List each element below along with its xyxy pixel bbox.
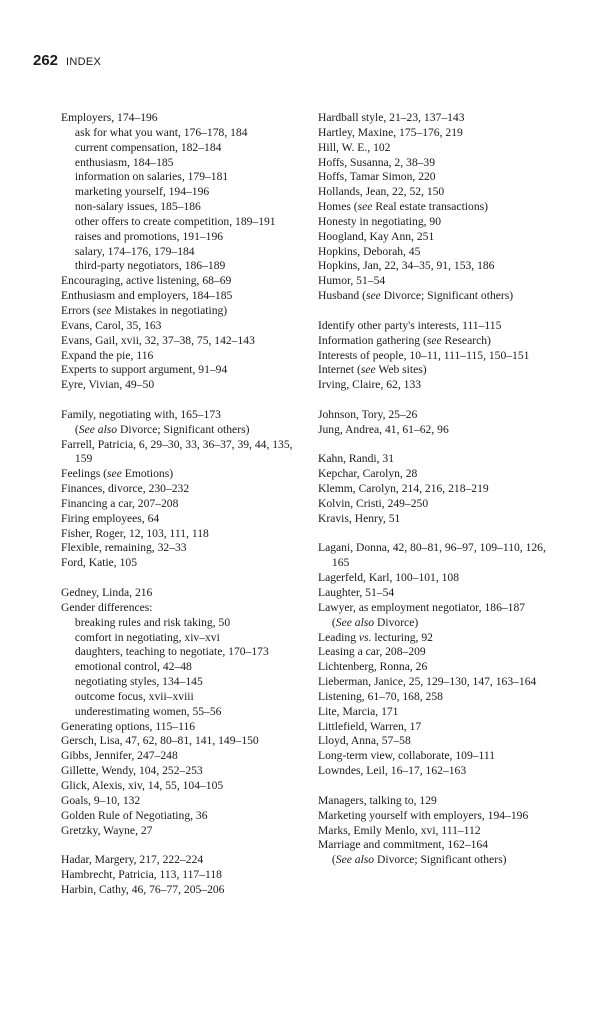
entry-text: Gersch, Lisa, 47, 62, 80–81, 141, 149–150 [61,734,259,748]
index-entry [61,349,311,364]
entry-text: Kravis, Henry, 51 [318,511,401,525]
entry-text: Family, negotiating with, 165–173 [61,407,221,421]
entry-text: Interests of people, 10–11, 111–115, 150–151 [318,348,530,362]
entry-text: breaking rules and risk taking, 50 [74,615,231,629]
index-entry [318,482,558,497]
page-header [33,52,101,69]
entry-text: Honesty in negotiating, 90 [318,214,442,228]
entry-text: Hopkins, Deborah, 45 [318,244,421,258]
entry-text: Hambrecht, Patricia, 113, 117–118 [61,868,222,882]
index-entry [318,349,558,364]
entry-text: Gretzky, Wayne, 27 [61,823,153,837]
index-entry [61,527,311,542]
entry-text: emotional control, 42–48 [74,660,192,674]
entry-text: Humor, 51–54 [318,274,386,288]
index-entry [318,230,558,245]
entry-text: ( [74,422,79,436]
index-entry [61,868,311,883]
index-entry [318,319,558,334]
cross-reference-term: vs. [358,630,372,644]
index-entry [318,675,558,690]
index-subentry [61,185,311,200]
letter-group-gap [318,393,558,408]
entry-text: Gedney, Linda, 216 [61,586,153,599]
index-subentry [61,631,311,646]
entry-text: Real estate transactions) [372,200,488,214]
index-entry [318,720,558,735]
index-entry [61,334,311,349]
entry-text: non-salary issues, 185–186 [74,200,201,214]
entry-text: salary, 174–176, 179–184 [74,244,195,258]
entry-text: marketing yourself, 194–196 [74,185,210,199]
index-entry [318,794,558,809]
entry-text: Hartley, Maxine, 175–176, 219 [318,125,463,139]
index-entry [318,824,558,839]
cross-reference-term: see [426,333,442,347]
index-subentry [61,705,311,720]
index-entry [61,408,311,423]
index-entry [61,541,311,556]
index-entry [61,764,311,779]
index-entry [61,749,311,764]
entry-text: Gibbs, Jennifer, 247–248 [61,749,178,763]
index-entry [318,126,558,141]
entry-text: Irving, Claire, 62, 133 [318,378,422,392]
entry-text: ( [331,615,336,629]
entry-text: Enthusiasm and employers, 184–185 [61,289,233,303]
cross-reference-term: See also [335,853,375,867]
entry-text: Expand the pie, 116 [61,348,154,362]
index-entry [318,289,558,304]
index-entry [318,423,558,438]
index-entry [61,779,311,794]
entry-text: Feelings ( [61,467,108,481]
entry-text: Employers, 174–196 [61,111,158,124]
entry-text: Lawyer, as employment negotiator, 186–187 [318,600,526,614]
index-entry [318,512,558,527]
index-subentry [61,170,311,185]
index-entry [318,111,558,126]
entry-text: third-party negotiators, 186–189 [74,259,226,273]
letter-group-gap [318,438,558,453]
entry-text: Lichtenberg, Ronna, 26 [318,660,428,674]
index-entry [318,838,558,853]
index-subentry [61,141,311,156]
index-entry [318,170,558,185]
index-entry [61,512,311,527]
page-number: 262 [33,52,59,69]
index-entry [61,601,311,616]
entry-text: Marriage and commitment, 162–164 [318,838,489,852]
entry-text: Hardball style, 21–23, 137–143 [318,111,465,124]
index-entry [318,601,558,616]
index-entry [61,809,311,824]
entry-text: Laughter, 51–54 [318,586,395,599]
entry-text: Littlefield, Warren, 17 [318,719,422,733]
index-entry [318,690,558,705]
entry-text: other offers to create competition, 189–191 [74,214,276,228]
cross-reference-term: See also [335,615,375,629]
entry-text: Johnson, Tory, 25–26 [318,407,418,421]
index-entry [318,408,558,423]
entry-text: negotiating styles, 134–145 [74,675,203,689]
index-column-right [318,111,558,868]
entry-text: Jung, Andrea, 41, 61–62, 96 [318,422,449,436]
entry-text: Listening, 61–70, 168, 258 [318,689,443,703]
index-entry [61,720,311,735]
index-subentry [61,200,311,215]
index-entry [61,438,311,468]
entry-text: Kahn, Randi, 31 [318,452,394,466]
index-entry [318,541,558,571]
entry-text: Lite, Marcia, 171 [318,704,399,718]
index-entry [61,363,311,378]
cross-reference-term: See also [78,422,118,436]
index-entry [318,660,558,675]
index-subentry [61,259,311,274]
entry-text: Lowndes, Leil, 16–17, 162–163 [318,764,467,778]
index-subentry [61,675,311,690]
letter-group-gap [61,838,311,853]
index-subentry [61,690,311,705]
entry-text: Lagani, Donna, 42, 80–81, 96–97, 109–110, 126, 165 [318,541,546,570]
entry-text: Long-term view, collaborate, 109–111 [318,749,496,763]
index-entry [318,571,558,586]
index-entry [318,467,558,482]
index-entry [61,319,311,334]
entry-text: Encouraging, active listening, 68–69 [61,274,232,288]
entry-text: ask for what you want, 176–178, 184 [74,125,248,139]
index-entry [318,645,558,660]
index-entry [61,289,311,304]
index-entry [61,378,311,393]
index-entry [318,156,558,171]
entry-text: Hadar, Margery, 217, 222–224 [61,853,204,867]
entry-text: ( [331,853,336,867]
index-subentry [61,126,311,141]
index-entry [61,586,311,601]
index-subentry [61,245,311,260]
running-head: INDEX [66,56,102,68]
entry-text: Evans, Gail, xvii, 32, 37–38, 75, 142–143 [61,333,255,347]
letter-group-gap [61,571,311,586]
index-entry [61,794,311,809]
entry-text: Hoffs, Tamar Simon, 220 [318,170,436,184]
entry-text: Finances, divorce, 230–232 [61,482,190,496]
entry-text: Glick, Alexis, xiv, 14, 55, 104–105 [61,778,224,792]
entry-text: Kolvin, Cristi, 249–250 [318,496,429,510]
entry-text: Harbin, Cathy, 46, 76–77, 205–206 [61,882,225,896]
index-entry [318,497,558,512]
entry-text: Fisher, Roger, 12, 103, 111, 118 [61,526,209,540]
entry-text: outcome focus, xvii–xviii [74,689,194,703]
entry-text: Hopkins, Jan, 22, 34–35, 91, 153, 186 [318,259,495,273]
entry-text: Klemm, Carolyn, 214, 216, 218–219 [318,482,489,496]
entry-text: Lloyd, Anna, 57–58 [318,734,411,748]
letter-group-gap [318,304,558,319]
index-subentry [61,645,311,660]
entry-text: Divorce) [374,615,419,629]
entry-text: Lieberman, Janice, 25, 129–130, 147, 163–164 [318,675,537,689]
entry-text: Information gathering ( [318,333,427,347]
index-entry [61,482,311,497]
entry-text: Hoogland, Kay Ann, 251 [318,229,435,243]
index-entry [318,141,558,156]
index-entry [61,304,311,319]
entry-text: Eyre, Vivian, 49–50 [61,378,155,392]
index-entry [318,245,558,260]
cross-reference-term: see [96,303,112,317]
entry-text: Experts to support argument, 91–94 [61,363,228,377]
index-entry [318,734,558,749]
entry-text: Golden Rule of Negotiating, 36 [61,808,208,822]
entry-text: Kepchar, Carolyn, 28 [318,467,418,481]
index-entry [61,274,311,289]
index-entry [61,556,311,571]
entry-text: Divorce; Significant others) [117,422,250,436]
index-entry [318,586,558,601]
index-entry [318,185,558,200]
entry-text: Ford, Katie, 105 [61,556,137,570]
index-see-also [318,616,558,631]
entry-text: Emotions) [121,467,174,481]
entry-text: Research) [441,333,491,347]
entry-text: Generating options, 115–116 [61,719,196,733]
entry-text: Leading [318,630,359,644]
entry-text: Marketing yourself with employers, 194–196 [318,808,529,822]
letter-group-gap [61,393,311,408]
entry-text: Hoffs, Susanna, 2, 38–39 [318,155,436,169]
letter-group-gap [318,527,558,542]
index-entry [61,467,311,482]
index-see-also [318,853,558,868]
entry-text: raises and promotions, 191–196 [74,229,224,243]
entry-text: lecturing, 92 [371,630,433,644]
index-entry [61,883,311,898]
entry-text: Divorce; Significant others) [374,853,507,867]
entry-text: Divorce; Significant others) [380,289,514,303]
index-entry [61,824,311,839]
entry-text: Farrell, Patricia, 6, 29–30, 33, 36–37, 39, 44, 135, 159 [61,437,293,466]
index-column-left [61,111,311,898]
index-entry [318,764,558,779]
entry-text: Gillette, Wendy, 104, 252–253 [61,764,203,778]
index-entry [61,111,311,126]
index-entry [318,452,558,467]
entry-text: Web sites) [375,363,427,377]
entry-text: Firing employees, 64 [61,511,160,525]
entry-text: Husband ( [318,289,366,303]
entry-text: Leasing a car, 208–209 [318,645,426,659]
index-subentry [61,660,311,675]
index-entry [318,749,558,764]
index-entry [318,631,558,646]
entry-text: current compensation, 182–184 [74,140,222,154]
entry-text: daughters, teaching to negotiate, 170–173 [74,645,269,659]
index-subentry [61,230,311,245]
letter-group-gap [318,779,558,794]
entry-text: Errors ( [61,303,97,317]
index-entry [318,200,558,215]
index-see-also [61,423,311,438]
entry-text: enthusiasm, 184–185 [74,155,174,169]
entry-text: information on salaries, 179–181 [74,170,229,184]
entry-text: Mistakes in negotiating) [111,303,228,317]
index-entry [318,809,558,824]
entry-text: Evans, Carol, 35, 163 [61,318,162,332]
index-entry [318,274,558,289]
entry-text: comfort in negotiating, xiv–xvi [74,630,220,644]
index-entry [61,497,311,512]
entry-text: Goals, 9–10, 132 [61,793,141,807]
entry-text: Homes ( [318,200,358,214]
index-subentry [61,616,311,631]
index-entry [318,334,558,349]
cross-reference-term: see [107,467,122,481]
index-subentry [61,215,311,230]
index-entry [61,853,311,868]
cross-reference-term: see [365,289,381,303]
entry-text: Flexible, remaining, 32–33 [61,541,187,555]
index-entry [318,215,558,230]
index-entry [61,734,311,749]
entry-text: Managers, talking to, 129 [318,793,437,807]
cross-reference-term: see [360,363,376,377]
cross-reference-term: see [357,200,373,214]
entry-text: Gender differences: [61,600,153,614]
entry-text: Marks, Emily Menlo, xvi, 111–112 [318,823,481,837]
entry-text: underestimating women, 55–56 [74,704,222,718]
index-entry [318,363,558,378]
entry-text: Identify other party's interests, 111–115 [318,318,502,332]
entry-text: Hill, W. E., 102 [318,140,391,154]
index-entry [318,705,558,720]
entry-text: Financing a car, 207–208 [61,496,179,510]
entry-text: Hollands, Jean, 22, 52, 150 [318,185,445,199]
index-entry [318,259,558,274]
entry-text: Lagerfeld, Karl, 100–101, 108 [318,571,460,585]
entry-text: Internet ( [318,363,361,377]
index-subentry [61,156,311,171]
index-entry [318,378,558,393]
